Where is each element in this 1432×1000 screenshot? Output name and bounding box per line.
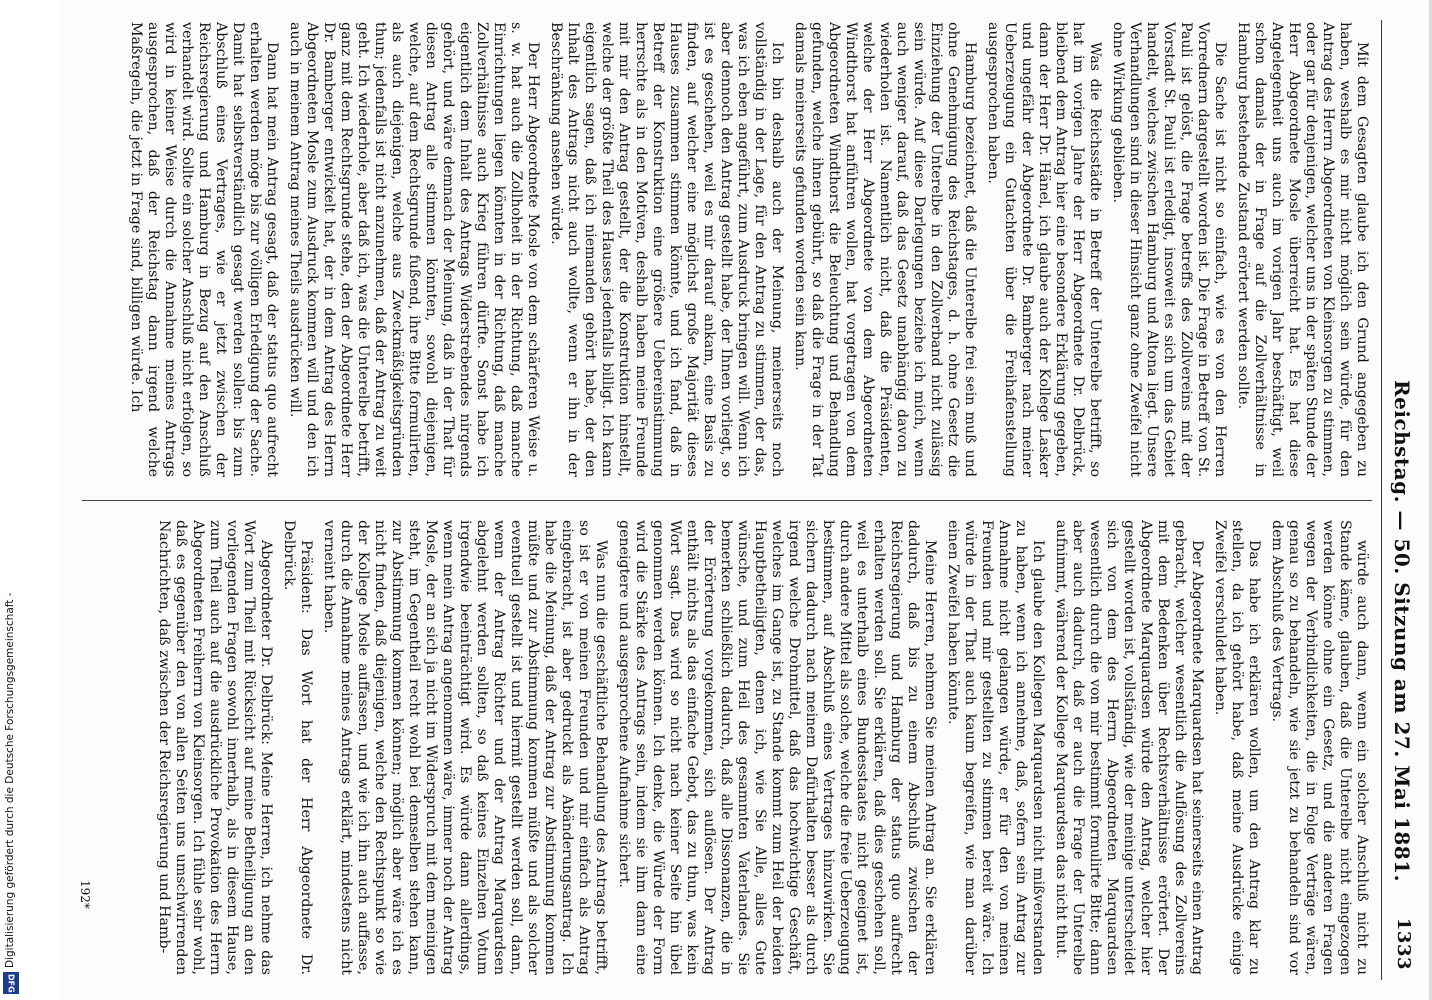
paragraph: Das habe ich erklären wollen, um den Antrag klar zu stellen, da ich gehört habe, daß meine Ausdrücke einige Zweifel verschuldet haben. bbox=[1212, 520, 1262, 975]
column-divider bbox=[82, 500, 1372, 501]
paragraph: Der Herr Abgeordnete Mosle von dem schärferen Weise u. s. w. hat auch die Zollhoheit in der Richtung, daß manche Einrichtungen liegen könnten in der Richtung, daß manche Zollverhältnisse auch Krieg führen dürfte. Sonst habe ich eigentlich dem Inhalt des Antrags Widerstrebendes nirgends gehört, und wäre demnach der Meinung, daß in der That für diesen Antrag alle stimmen könnten, sowohl diejenigen, welche, auf dem Rechtsgrunde fußend, ihre Bitte formulirten, als auch diejenigen, welche aus Zweckmäßigkeitsgründen thun; jedenfalls ist nicht anzunehmen, daß der Antrag zu weit geht. Ich wiederhole, aber daß ich, was die Unterelbe betrifft, ganz mit dem Rechtsgrunde stehe, den der Abgeordnete Herr Dr. Bamberger entwickelt hat, der in dem Antrag des Herrn Abgeordneten Mosle zum Ausdruck kommen will und den ich auch in meinem Antrag meines Theils ausdrücken will. bbox=[287, 22, 541, 477]
paragraph: würde auch dann, wenn ein solcher Anschluß nicht zu Stande käme, glauben, daß die Unterelbe nicht eingezogen werden könne ohne ein Gesetz, und die anderen Fragen wegen der Verbindlichkeiten, die in Folge Verträge wären, genau so zu behandeln, wie sie jetzt zu behandeln sind vor dem Abschluß des Vertrags. bbox=[1269, 520, 1370, 975]
paragraph: Mit dem Gesagten glaube ich den Grund angegeben zu haben, weshalb es mir nicht möglich sein würde, für den Antrag des Herrn Abgeordneten von Kleinsorgen zu stimmen, oder gar für denjenigen, welcher uns in der späten Stunde der Herr Abgeordnete Mosle überreicht hat. Es hat diese Angelegenheit uns auch im vorigen Jahr beschäftigt, weil schon damals der in Frage auf die Zollverhältnisse in Hamburg bestehende Zustand erörtert werden sollte. bbox=[1235, 22, 1370, 477]
page-number: 1333 bbox=[1393, 917, 1414, 970]
credit-text: Digitalisierung gefördert durch die Deutsche Forschungsgemeinschaft - bbox=[4, 592, 16, 968]
header-rule bbox=[1381, 20, 1382, 980]
paragraph: Präsident: Das Wort hat der Herr Abgeordnete Dr. Delbrück. bbox=[281, 520, 314, 975]
paragraph: Ich bin deshalb auch der Meinung, meinerseits noch vollständig in der Lage, für den Antrag zu stimmen, der das, was ich eben angeführt, zum Ausdruck bringen will. Wenn ich aber dennoch den Antrag gestellt habe, der Ihnen vorliegt, so ist es geschehen, weil es mir darauf ankam, eine Basis zu finden, auf welcher eine möglichst große Majorität dieses Hauses zusammen stimmen könnte, und ich fand, daß in Betreff der Konstruktion eine größere Uebereinstimmung herrschte als in den Motiven, deshalb haben meine Freunde mit mir den Antrag gestellt, der die Konstruktion hinstellt, welche der größte Theil des Hauses jedenfalls billigt. Ich kann eigentlich sagen, daß ich niemanden gehört habe, der den Inhalt des Antrags nicht auch wollte, wenn er ihn in der Beschränkung ansehen würde. bbox=[548, 22, 785, 477]
page-title: Reichstag. — 50. Sitzung am 27. Mai 1881. bbox=[1390, 380, 1414, 883]
paragraph: Abgeordneter Dr. Delbrück: Meine Herren, ich nehme das Wort zum Theil mit Rücksicht auf meine Betheiligung an den vorliegenden Fragen sowohl innerhalb, als in diesem Hause, zum Theil auch auf die ausdrückliche Provokation des Herrn Abgeordneten Freiherrn von Kleinsorgen. Ich fühle sehr wohl, daß es gegenüber den von allen Seiten uns umschwirrenden Nachrichten, daß zwischen der Reichsregierung und Hamb- bbox=[156, 520, 274, 975]
digitization-credit bbox=[0, 0, 24, 1000]
paragraph: Dann hat mein Antrag gesagt, daß der status quo aufrecht erhalten werden möge bis zur völligen Erledigung der Sache. Damit hat selbstverständlich gesagt werden sollen: bis zum Abschluß eines Vertrages, wie er jetzt zwischen der Reichsregierung und Hamburg in Bezug auf den Anschluß verhandelt wird. Sollte ein solcher Anschluß nicht erfolgen, so wird in keiner Weise durch die Annahme meines Antrags ausgesprochen, daß der Reichstag dann irgend welche Maßregeln, die jetzt in Frage sind, billigen würde. Ich bbox=[128, 22, 280, 477]
paragraph: Meine Herren, nehmen Sie meinen Antrag an. Sie erklären dadurch, daß bis zu einem Abschluß zwischen der Reichsregierung und Hamburg der status quo aufrecht erhalten werden soll. Sie erklären, daß dies geschehen soll, weil es unterhalb eines Bundesstaates nicht geeignet ist, durch andere Mittel als solche, welche die freie Ueberzeugung bestimmen, auf Abschluß eines Vertrages hinzuwirken. Sie sichern dadurch nach meinem Dafürhalten besser als durch irgend welche Drohmittel, daß das hochwichtige Geschäft, welches im Gange ist, zu Stande kommt zum Heil der beiden Hauptbetheiligten, denen ich, wie Sie Alle, alles Gute wünsche, und zum Heil des gesammten Vaterlandes. Sie bemerken schließlich dadurch, daß alle Dissonanzen, die in der Erörterung vorgekommen, sich auflösen. Der Antrag enthält nichts als das einfache Gebot, das zu thun, was kein Wort sagt. Das wird so nicht nach keiner Seite hin übel genommen werden können. Ich denke, die Würde der Form wird die Stärke des Antrags sein, indem sie ihm dann eine geneigtere und ausgesprochene Aufnahme sichert. bbox=[616, 520, 938, 975]
signature-mark: 192* bbox=[78, 880, 92, 909]
paragraph: Ich glaube den Kollegen Marquardsen nicht mißverstanden zu haben, wenn ich annehme, daß, sofern sein Antrag zur Annahme nicht gelangen würde, er für den von meinen Freunden und mir gestellten zu stimmen bereit wäre. Ich würde in der That auch kaum begreifen, wie man darüber einen Zweifel haben könnte. bbox=[945, 520, 1046, 975]
scanned-page bbox=[61, 0, 1432, 1000]
page-header bbox=[1384, 20, 1424, 980]
dfg-logo-icon: DFG bbox=[3, 972, 19, 994]
paragraph: Der Abgeordnete Marquardsen hat seinerseits einen Antrag gebracht, welcher wesentlich die Auflösung des Zollvereins mit dem Bedenken über Rechtsverhältnisse erörtert. Der Abgeordnete Marquardsen würde den Antrag, welcher hier gestellt worden ist, vollständig, wie der meinige unterscheidet sich von dem des Herrn Abgeordneten Marquardsen wesentlich durch die von mir bestimmt formulirte Bitte; dann aber auch dadurch, daß er auch die Frage der Unterelbe aufnimmt, während der Kollege Marquardsen das nicht thut. bbox=[1053, 520, 1205, 975]
paragraph: Hamburg bezeichnet, daß die Unterelbe frei sein muß und ohne Genehmigung des Reichstages, d. h. ohne Gesetz die Einziehung der Unterelbe in den Zollverband nicht zulässig sein würde. Auf diese Darlegungen beziehe ich mich, wenn auch weniger darauf, daß das Gesetz unabhängig davon zu wiederholen ist. Namentlich nicht, daß die Präsidenten, welche der Herr Abgeordnete von dem Abgeordneten Windthorst hat anführen wollen, hat vorgetragen von dem Abgeordneten Windthorst die Beleuchtung und Behandlung gefunden, welche ihnen gebührt, so daß die Frage in der Tat damals meinerseits gefunden worden sein kann. bbox=[792, 22, 978, 477]
left-column bbox=[80, 22, 1370, 477]
right-column bbox=[80, 520, 1370, 975]
paragraph: Was nun die geschäftliche Behandlung des Antrags betrifft, so ist er von meinen Freunden und mir einfach als Antrag eingebracht, ist aber gedruckt als Abänderungsantrag. Ich habe die Meinung, daß der Antrag zur Abstimmung kommen müßte und zur Abstimmung kommen müßte und als solcher eventuell gestellt ist und hiermit gestellt werden soll, dann, wenn der Antrag Richter und der Antrag Marquardsen abgelehnt werden sollten, so daß keines Einzelnen Votum irgendwie beeinträchtigt wird. Es würde dann allerdings, wenn mein Antrag angenommen wäre, immer noch der Antrag Mosle, der an sich ja nicht im Widerspruch mit dem meinigen steht, im Gegentheil recht wohl bei demselben stehen kann, zur Abstimmung kommen können; möglich aber wäre ich es nicht finden, daß diejenigen, welche den Rechtspunkt so wie der Kollege Mosle auffassen, und wie ich ihn auch auffasse, durch die Annahme meines Antrags erklärt, mindestens nicht verneint haben. bbox=[321, 520, 609, 975]
paragraph: Was die Reichsstädte in Betreff der Unterelbe betrifft, so hat im vorigen Jahre der Herr Abgeordnete Dr. Delbrück, bleibend dem Antrag hier eine besondere Erklärung gegeben, dann der Herr Dr. Hänel, ich glaube auch der Kollege Lasker und ungefähr der Abgeordnete Dr. Bamberger nach meiner Ueberzeugung ein Gutachten über die Freihafenstellung ausgesprochen haben. bbox=[985, 22, 1103, 477]
paragraph: Die Sache ist nicht so einfach, wie es von den Herren Vorrednern dargestellt worden ist. Die Frage in Betreff von St. Pauli ist gelöst, die Frage betreffs des Zollvereins mit der Vorstadt St. Pauli ist erledigt, insoweit es sich um das Gebiet handelt, welches zwischen Hamburg und Altona liegt. Unsere Verhandlungen sind in dieser Hinsicht ganz ohne Zweifel nicht ohne Wirkung geblieben. bbox=[1110, 22, 1228, 477]
